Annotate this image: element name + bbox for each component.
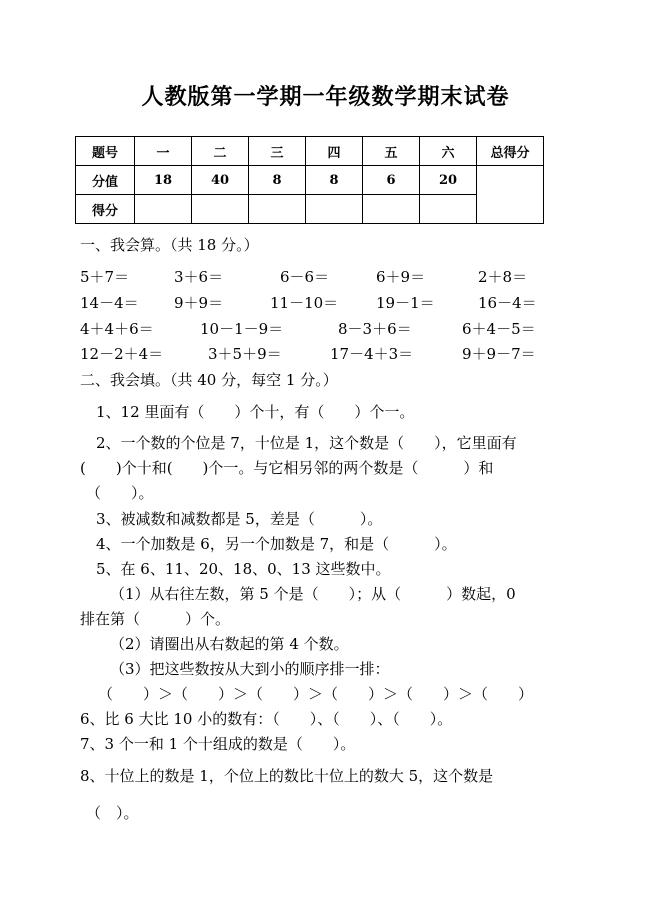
calc-item: 5＋7＝: [80, 268, 130, 286]
header-cell: 总得分: [477, 137, 544, 166]
score-value-row: [76, 166, 544, 195]
header-cell: 二: [192, 137, 249, 166]
header-cell: 题号: [76, 137, 135, 166]
got-cell: [135, 195, 192, 224]
row-label: 分值: [76, 166, 135, 195]
question-5-1-line-2: 排在第（ ）个。: [80, 610, 231, 628]
score-cell: 40: [192, 166, 249, 195]
calc-item: 11－10＝: [270, 294, 339, 312]
question-5-3: （3）把这些数按从大到小的顺序排一排：: [110, 660, 390, 678]
got-cell: [306, 195, 363, 224]
question-8-line-2: （ ）。: [86, 804, 139, 822]
calc-item: 6＋4－5＝: [462, 320, 536, 338]
section-2-title-text: 二、我会填。（共 40 分，每空 1 分。）: [80, 371, 338, 389]
question-7: 7、3 个一和 1 个十组成的数是（ ）。: [80, 735, 356, 753]
got-cell: [192, 195, 249, 224]
section-1-title: 一、我会算。（共 18 分。）: [80, 236, 259, 254]
score-cell: 8: [306, 166, 363, 195]
question-2-line-2: ( )个十和( )个一。与它相另邻的两个数是（ ）和: [80, 459, 494, 477]
calc-item: 4＋4＋6＝: [80, 320, 154, 338]
question-1: 1、12 里面有（ ）个十，有（ ）个一。: [96, 403, 415, 421]
header-cell: 六: [420, 137, 477, 166]
calc-item: 19－1＝: [376, 294, 435, 312]
row-label: 得分: [76, 195, 135, 224]
calc-item: 2＋8＝: [478, 268, 528, 286]
header-cell: 五: [363, 137, 420, 166]
got-cell: [249, 195, 306, 224]
score-cell: 6: [363, 166, 420, 195]
question-4: 4、一个加数是 6，另一个加数是 7，和是（ ）。: [96, 535, 457, 553]
total-score-cell: [477, 166, 544, 224]
question-5-3-blanks: （ ）＞（ ）＞（ ）＞（ ）＞（ ）＞（ ）: [98, 685, 534, 703]
header-cell: 四: [306, 137, 363, 166]
score-cell: 18: [135, 166, 192, 195]
question-3: 3、被减数和减数都是 5，差是（ ）。: [96, 510, 383, 528]
question-5-2: （2）请圈出从右数起的第 4 个数。: [110, 635, 349, 653]
calc-item: 9＋9＝: [174, 294, 224, 312]
question-6: 6、比 6 大比 10 小的数有：（ ）、（ ）、（ ）。: [80, 710, 453, 728]
calc-item: 8－3＋6＝: [338, 320, 412, 338]
header-cell: 一: [135, 137, 192, 166]
page-title: 人教版第一学期一年级数学期末试卷: [141, 85, 510, 110]
question-8-line-1: 8、十位上的数是 1，个位上的数比十位上的数大 5，这个数是: [80, 767, 494, 785]
calc-item: 6－6＝: [280, 268, 330, 286]
calc-item: 12－2＋4＝: [80, 345, 164, 363]
calc-item: 10－1－9＝: [200, 320, 284, 338]
question-2-line-3: （ ）。: [86, 484, 154, 502]
calc-item: 16－4＝: [478, 294, 537, 312]
score-got-row: [76, 195, 544, 224]
score-cell: 20: [420, 166, 477, 195]
question-2-line-1: 2、一个数的个位是 7，十位是 1，这个数是（ ），它里面有: [96, 434, 517, 452]
calc-item: 3＋5＋9＝: [208, 345, 282, 363]
score-table: [75, 136, 544, 224]
score-cell: 8: [249, 166, 306, 195]
calc-item: 14－4＝: [80, 294, 139, 312]
calc-item: 17－4＋3＝: [330, 345, 414, 363]
question-5: 5、在 6、11、20、18、0、13 这些数中。: [96, 560, 391, 578]
got-cell: [420, 195, 477, 224]
score-table-header-row: [76, 137, 544, 166]
calc-item: 6＋9＝: [376, 268, 426, 286]
question-5-1-line-1: （1）从右往左数，第 5 个是（ ）；从（ ）数起，0: [110, 585, 516, 603]
got-cell: [363, 195, 420, 224]
header-cell: 三: [249, 137, 306, 166]
section-2-title: [80, 369, 338, 390]
calc-item: 3＋6＝: [174, 268, 224, 286]
calc-item: 9＋9－7＝: [462, 345, 536, 363]
